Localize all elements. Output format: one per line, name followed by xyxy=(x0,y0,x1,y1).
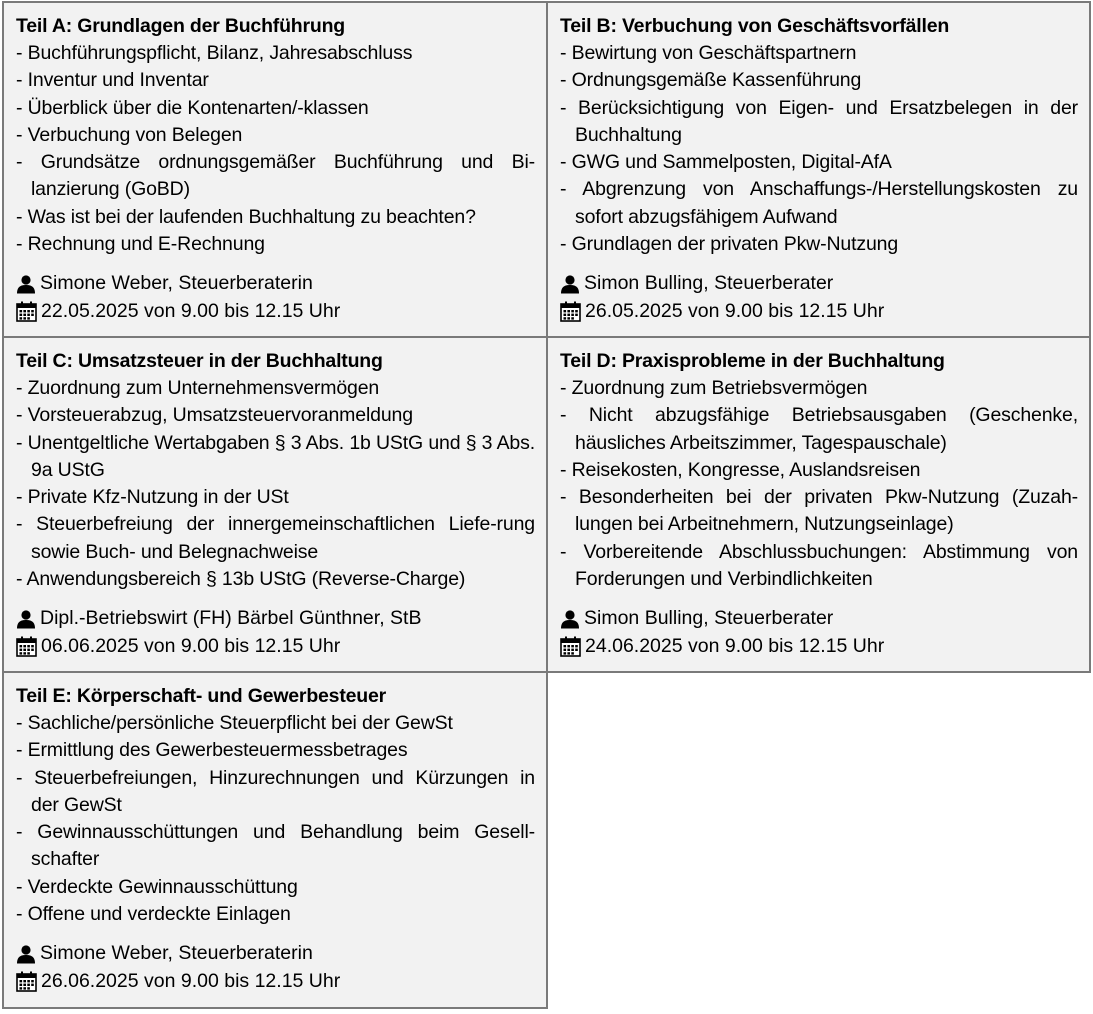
date-row xyxy=(16,633,535,661)
topic-item: - Buchführungspflicht, Bilanz, Jahresabschluss xyxy=(16,42,413,64)
speaker-row xyxy=(16,605,535,633)
course-date: 24.06.2025 von 9.00 bis 12.15 Uhr xyxy=(585,634,885,657)
speaker-row xyxy=(16,940,535,968)
topic-item: - Grundlagen der privaten Pkw-Nutzung xyxy=(560,233,899,256)
topic-item: - Berücksichtigung von Eigen- und Ersatzbelegen in der Buchhaltung xyxy=(560,96,1078,146)
course-card-teil-e xyxy=(2,671,548,1009)
speaker-row xyxy=(560,605,1078,633)
topic-item: - Unentgeltliche Wertabgaben § 3 Abs. 1b UStG und § 3 Abs. 9a UStG xyxy=(16,431,535,481)
card-title: Teil A: Grundlagen der Buchführung xyxy=(16,15,346,37)
person-icon xyxy=(560,274,580,294)
calendar-icon xyxy=(560,636,581,657)
topic-item: - Steuerbefreiung der innergemeinschaftlichen Liefe-rung sowie Buch- und Belegnachweise xyxy=(16,513,535,563)
speaker-name: Simone Weber, Steuerberaterin xyxy=(40,272,313,295)
topic-list xyxy=(560,375,1078,593)
topic-item: - Bewirtung von Geschäftspartnern xyxy=(560,42,857,64)
topic-item: - Offene und verdeckte Einlagen xyxy=(16,903,291,926)
topic-list xyxy=(560,40,1078,258)
course-date: 26.06.2025 von 9.00 bis 12.15 Uhr xyxy=(41,969,341,992)
card-meta xyxy=(16,270,535,325)
topic-item: - Inventur und Inventar xyxy=(16,69,209,92)
topic-list xyxy=(16,40,535,258)
person-icon xyxy=(16,274,36,294)
person-icon xyxy=(560,609,580,629)
card-title: Teil C: Umsatzsteuer in der Buchhaltung xyxy=(16,350,383,372)
topic-item: - Verdeckte Gewinnausschüttung xyxy=(16,875,298,898)
topic-item: - Vorbereitende Abschlussbuchungen: Abstimmung von Forderungen und Verbindlichkeiten xyxy=(560,540,1078,591)
topic-list xyxy=(16,375,535,593)
card-title: Teil E: Körperschaft- und Gewerbesteuer xyxy=(16,685,387,707)
topic-item: - Was ist bei der laufenden Buchhaltung zu beachten? xyxy=(16,205,476,228)
speaker-name: Simon Bulling, Steuerberater xyxy=(584,607,834,630)
topic-item: - Grundsätze ordnungsgemäßer Buchführung und Bi-lanzierung (GoBD) xyxy=(16,151,535,201)
topic-item: - Sachliche/persönliche Steuerpflicht bei der GewSt xyxy=(16,712,453,734)
topic-item: - Reisekosten, Kongresse, Auslandsreisen xyxy=(560,458,921,481)
course-card-teil-c xyxy=(2,336,548,673)
topic-item: - Zuordnung zum Unternehmensvermögen xyxy=(16,377,380,399)
card-meta xyxy=(560,270,1078,325)
course-card-teil-b xyxy=(546,1,1091,338)
course-card-teil-d xyxy=(546,336,1091,673)
topic-item: - Gewinnausschüttungen und Behandlung beim Gesell-schafter xyxy=(16,821,535,871)
person-icon xyxy=(16,944,36,964)
card-title: Teil D: Praxisprobleme in der Buchhaltung xyxy=(560,350,945,372)
topic-item: - Zuordnung zum Betriebsvermögen xyxy=(560,377,868,399)
date-row xyxy=(560,633,1078,661)
topic-item: - Ermittlung des Gewerbesteuermessbetrages xyxy=(16,739,408,762)
topic-item: - Verbuchung von Belegen xyxy=(16,123,243,146)
card-meta xyxy=(16,605,535,660)
speaker-name: Simon Bulling, Steuerberater xyxy=(584,272,834,295)
calendar-icon xyxy=(16,971,37,992)
date-row xyxy=(16,298,535,326)
speaker-row xyxy=(16,270,535,298)
course-card-teil-a xyxy=(2,1,548,338)
topic-item: - Abgrenzung von Anschaffungs-/Herstellungskosten zu sofort abzugsfähigem Aufwand xyxy=(560,178,1078,228)
course-date: 22.05.2025 von 9.00 bis 12.15 Uhr xyxy=(41,299,341,322)
course-date: 06.06.2025 von 9.00 bis 12.15 Uhr xyxy=(41,634,341,657)
date-row xyxy=(16,968,535,996)
topic-item: - Steuerbefreiungen, Hinzurechnungen und Kürzungen in der GewSt xyxy=(16,766,535,816)
topic-item: - Besonderheiten bei der privaten Pkw-Nutzung (Zuzah-lungen bei Arbeitnehmern, Nutzungseinlage) xyxy=(560,486,1078,536)
topic-item: - Rechnung und E-Rechnung xyxy=(16,233,265,256)
calendar-icon xyxy=(16,636,37,657)
topic-item: - Nicht abzugsfähige Betriebsausgaben (Geschenke, häusliches Arbeitszimmer, Tagespauschale) xyxy=(560,404,1078,454)
calendar-icon xyxy=(16,301,37,322)
course-date: 26.05.2025 von 9.00 bis 12.15 Uhr xyxy=(585,299,885,322)
topic-item: - GWG und Sammelposten, Digital-AfA xyxy=(560,151,892,174)
speaker-name: Simone Weber, Steuerberaterin xyxy=(40,942,313,965)
topic-item: - Anwendungsbereich § 13b UStG (Reverse-Charge) xyxy=(16,568,466,591)
speaker-row xyxy=(560,270,1078,298)
card-title: Teil B: Verbuchung von Geschäftsvorfällen xyxy=(560,15,950,37)
topic-item: - Überblick über die Kontenarten/-klassen xyxy=(16,96,369,119)
date-row xyxy=(560,298,1078,326)
calendar-icon xyxy=(560,301,581,322)
topic-item: - Private Kfz-Nutzung in der USt xyxy=(16,486,289,509)
topic-item: - Ordnungsgemäße Kassenführung xyxy=(560,69,862,92)
card-meta xyxy=(560,605,1078,660)
topic-item: - Vorsteuerabzug, Umsatzsteuervoranmeldung xyxy=(16,404,413,427)
card-meta xyxy=(16,940,535,995)
person-icon xyxy=(16,609,36,629)
topic-list xyxy=(16,710,535,928)
speaker-name: Dipl.-Betriebswirt (FH) Bärbel Günthner, StB xyxy=(40,607,422,630)
